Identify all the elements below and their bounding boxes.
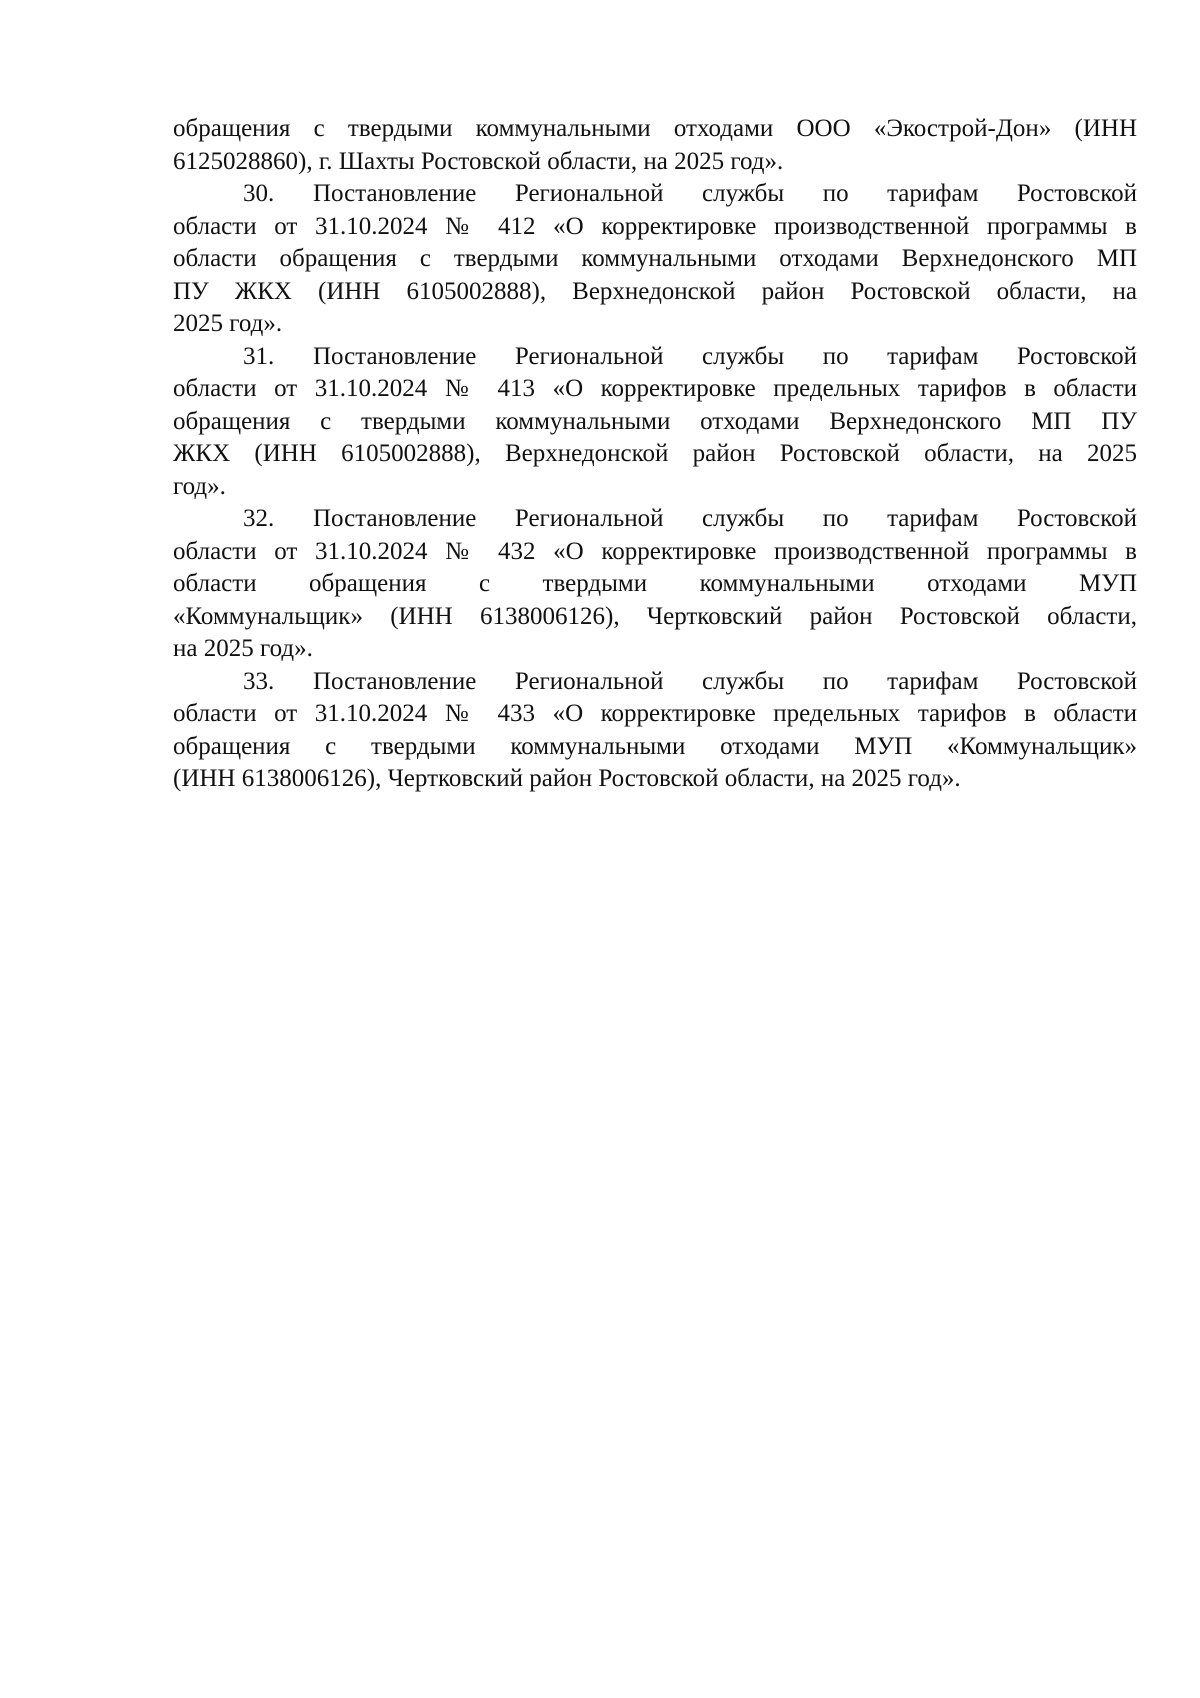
list-item-first-line — [173, 178, 1137, 211]
text-line: области обращения с твердыми коммунальными отходами Верхнедонского МП — [173, 245, 1137, 272]
list-item-31 — [173, 341, 1137, 504]
list-item-33 — [173, 666, 1137, 796]
list-item-first-line — [173, 503, 1137, 536]
text-line: области от 31.10.2024 № 413 «О корректировке предельных тарифов в области — [173, 375, 1137, 402]
document-body — [173, 113, 1137, 796]
list-item-number: 33. — [243, 667, 275, 695]
text-line: обращения с твердыми коммунальными отходами ООО «Экострой-Дон» (ИНН — [173, 115, 1137, 142]
list-item-30 — [173, 178, 1137, 341]
text-line: «Коммунальщик» (ИНН 6138006126), Чертковский район Ростовской области, — [173, 602, 1137, 630]
list-item-first-line — [173, 341, 1137, 374]
text-line: обращения с твердыми коммунальными отходами МУП «Коммунальщик» — [173, 732, 1137, 760]
text-line: области от 31.10.2024 № 412 «О корректировке производственной программы в — [173, 212, 1137, 240]
text-line: обращения с твердыми коммунальными отходами Верхнедонского МП ПУ — [173, 407, 1137, 435]
text-line: области от 31.10.2024 № 432 «О корректировке производственной программы в — [173, 537, 1137, 565]
list-item-32 — [173, 503, 1137, 666]
list-item-lead-text: Постановление Региональной службы по тарифам Ростовской — [313, 667, 1137, 695]
list-item-lead-text: Постановление Региональной службы по тарифам Ростовской — [313, 342, 1137, 370]
list-item-first-line — [173, 666, 1137, 699]
list-item-number: 32. — [243, 505, 275, 532]
text-line: (ИНН 6138006126), Чертковский район Ростовской области, на 2025 год». — [173, 765, 961, 792]
text-line: 6125028860), г. Шахты Ростовской области, на 2025 год». — [173, 147, 784, 175]
text-line: на 2025 год». — [173, 635, 313, 662]
list-item-lead-text: Постановление Региональной службы по тарифам Ростовской — [313, 180, 1137, 207]
continuation-paragraph — [173, 113, 1137, 178]
text-line: ЖКХ (ИНН 6105002888), Верхнедонской район Ростовской области, на 2025 — [173, 440, 1137, 467]
text-line: год». — [173, 472, 226, 500]
text-line: 2025 год». — [173, 310, 283, 337]
list-item-number: 31. — [243, 342, 275, 370]
list-item-lead-text: Постановление Региональной службы по тарифам Ростовской — [313, 505, 1137, 532]
text-line: области обращения с твердыми коммунальными отходами МУП — [173, 570, 1137, 597]
text-line: ПУ ЖКХ (ИНН 6105002888), Верхнедонской район Ростовской области, на — [173, 277, 1137, 305]
list-item-number: 30. — [243, 180, 275, 207]
text-line: области от 31.10.2024 № 433 «О корректировке предельных тарифов в области — [173, 700, 1137, 727]
